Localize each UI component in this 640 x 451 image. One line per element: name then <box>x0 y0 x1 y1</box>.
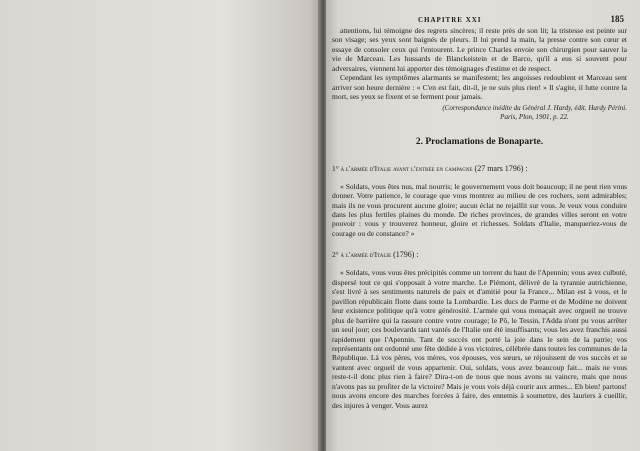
proclamation-text: « Soldats, vous êtes nus, mal nourris; le gouvernement vous doit beaucoup; il ne peut rien vous donner. Votre patience, le courage que vous montrez au milieu de ces rochers, sont admirables; mais ils ne vous procurent aucune gloire; aucun éclat ne rejaillit sur vous. Je veux vous conduire dans les plus fertiles plaines du monde. De riches provinces, de grandes villes seront en votre pouvoir : vous y trouverez honneur, gloire et richesses. Soldats d'Italie, manqueriez-vous de courage ou de constance? » <box>332 181 627 238</box>
proclamation-text: « Soldats, vous vous êtes précipités comme un torrent du haut de l'Apennin; vous avez culbuté, dispersé tout ce qui s'opposait à votre marche. Le Piémont, délivré de la tyrannie autrichienne, s'est livré à ses sentiments naturels de paix et d'amitié pour la France... Milan est à vous, et le pavillon républicain flotte dans toute la Lombardie. Les ducs de Parme et de Modène ne doivent leur existence politique qu'à votre générosité. L'armée qui vous menaçait avec orgueil ne trouve plus de barrière qui la rassure contre votre courage; le Pô, le Tessin, l'Adda n'ont pu vous arrêter un seul jour; ces boulevards tant vantés de l'Italie ont été insuffisants; vous les avez franchis aussi rapidement que l'Apennin. Tant de succès ont porté la joie dans le sein de la patrie; vos représentants ont ordonné une fête dédiée à vos victoires, célébrée dans toutes les communes de la République. Là vos pères, vos mères, vos épouses, vos sœurs, se réjouissent de vos succès et se vantent avec orgueil de vous appartenir. Oui, soldats, vous avez beaucoup fait... mais ne vous reste-t-il donc plus rien à faire? Dira-t-on de nous que nous avons su vaincre, mais que nous n'avons pas su profiter de la victoire? Mais je vous vois déjà courir aux armes... Eh bien! partons! nous avons encore des marches forcées à faire, des ennemis à soumettre, des lauriers à cueillir, des injures à venger. Vous aurez <box>332 268 627 410</box>
paragraph: attentions, lui témoigne des regrets sincères; il reste près de son lit; la tristesse est peinte sur son visage; ses yeux sont baignés de pleurs. Il lui prend la main, la presse contre son cœur et essaye de consoler ceux qui l'entourent. Le prince Charles envoie son chirurgien pour sauver la vie de Marceau. Les hussards de Blanckeistein et de Barco, qu'il a eus si souvent pour adversaires, viennent lui apporter des témoignages d'estime et de respect. <box>332 26 627 73</box>
citation-line: Paris, Plon, 1901, p. 22. <box>500 112 569 121</box>
sub-heading-date: (27 mars 1796) : <box>474 163 528 173</box>
citation-line: (Correspondance inédite du Général J. Hardy, édit. Hardy Périni. <box>442 103 627 112</box>
sub-heading-date: (1796) : <box>393 250 419 260</box>
chapter-heading: CHAPITRE XXI <box>418 16 482 24</box>
sub-heading <box>332 250 627 260</box>
spacer <box>332 238 627 248</box>
running-head <box>326 12 640 24</box>
sub-heading-label: 2° à l'armée d'Italie <box>332 250 392 260</box>
right-page <box>326 0 640 451</box>
right-page-body <box>332 26 627 410</box>
section-title: 2. Proclamations de Bonaparte. <box>415 136 544 147</box>
page-number: 185 <box>610 14 624 24</box>
sub-heading <box>332 164 627 174</box>
paragraph: Cependant les symptômes alarmants se manifestent; les angoisses redoublent et Marceau sent arriver son heure dernière : « C'en est fait, dit-il, je ne suis plus rien! » Il s'agite, il lutte contre la mort, ses yeux se fixent et se ferment pour jamais. <box>332 73 627 102</box>
source-citation <box>332 104 627 122</box>
sub-heading-label: 1° à l'armée d'Italie avant l'entrée en campagne <box>332 163 473 173</box>
